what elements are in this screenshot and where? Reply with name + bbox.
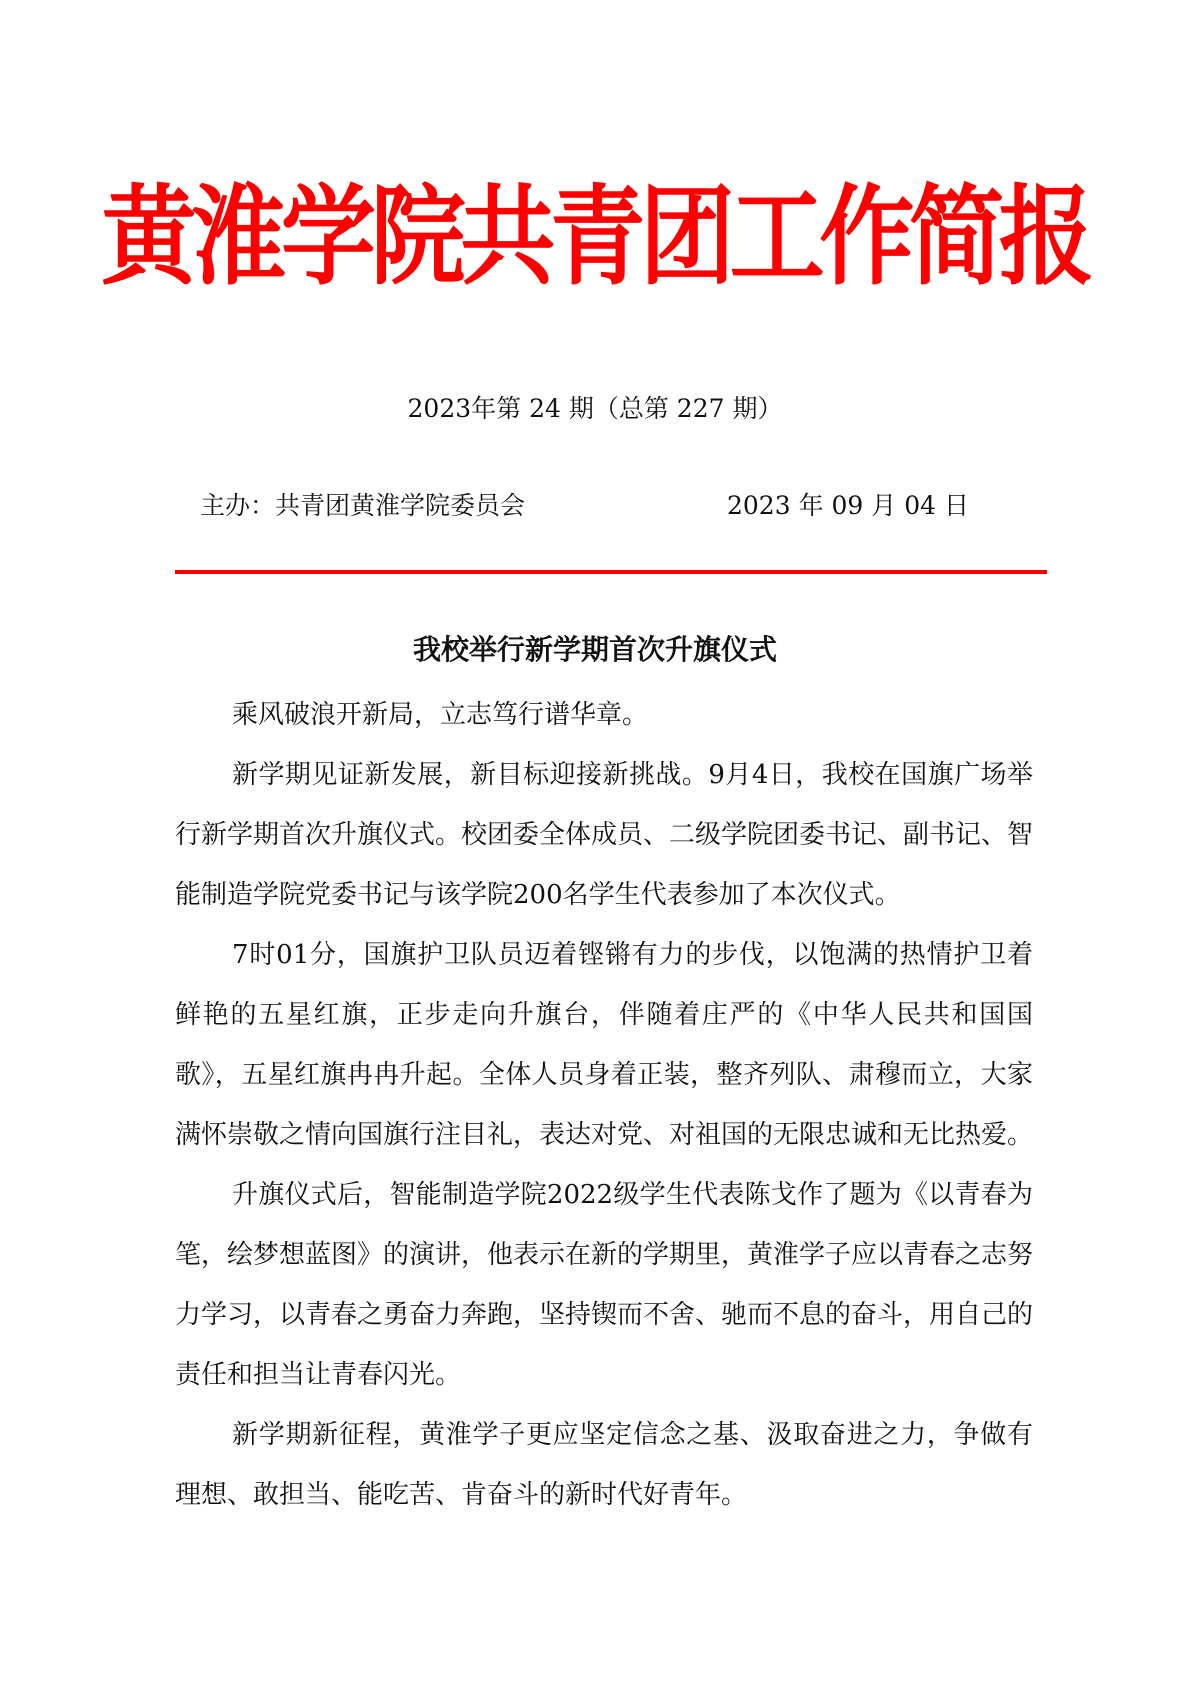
red-divider xyxy=(175,570,1047,574)
article-body xyxy=(175,685,1033,1525)
masthead-title: 黄淮学院共青团工作简报 xyxy=(101,175,1089,300)
paragraph: 乘风破浪开新局，立志笃行谱华章。 xyxy=(232,700,649,730)
paragraph: 新学期见证新发展，新目标迎接新挑战。9月4日，我校在国旗广场举行新学期首次升旗仪式。校团委全体成员、二级学院团委书记、副书记、智能制造学院党委书记与该学院200名学生代表参加了本次仪式。 xyxy=(175,760,1034,910)
publish-date: 2023 年 09 月 04 日 xyxy=(727,491,969,520)
paragraph: 升旗仪式后，智能制造学院2022级学生代表陈戈作了题为《以青春为笔，绘梦想蓝图》的演讲，他表示在新的学期里，黄淮学子应以青春之志努力学习，以青春之勇奋力奔跑，坚持锲而不舍、驰而不息的奋斗，用自己的责任和担当让青春闪光。 xyxy=(175,1180,1034,1390)
host-organization: 主办：共青团黄淮学院委员会 xyxy=(200,491,526,520)
paragraph: 新学期新征程，黄淮学子更应坚定信念之基、汲取奋进之力，争做有理想、敢担当、能吃苦、肯奋斗的新时代好青年。 xyxy=(175,1420,1033,1510)
article-title: 我校举行新学期首次升旗仪式 xyxy=(412,633,777,666)
paragraph: 7时01分，国旗护卫队员迈着铿锵有力的步伐，以饱满的热情护卫着鲜艳的五星红旗，正步走向升旗台，伴随着庄严的《中华人民共和国国歌》，五星红旗冉冉升起。全体人员身着正装，整齐列队、肃穆而立，大家满怀崇敬之情向国旗行注目礼，表达对党、对祖国的无限忠诚和无比热爱。 xyxy=(175,940,1034,1150)
issue-number: 2023年第 24 期（总第 227 期） xyxy=(407,394,783,423)
